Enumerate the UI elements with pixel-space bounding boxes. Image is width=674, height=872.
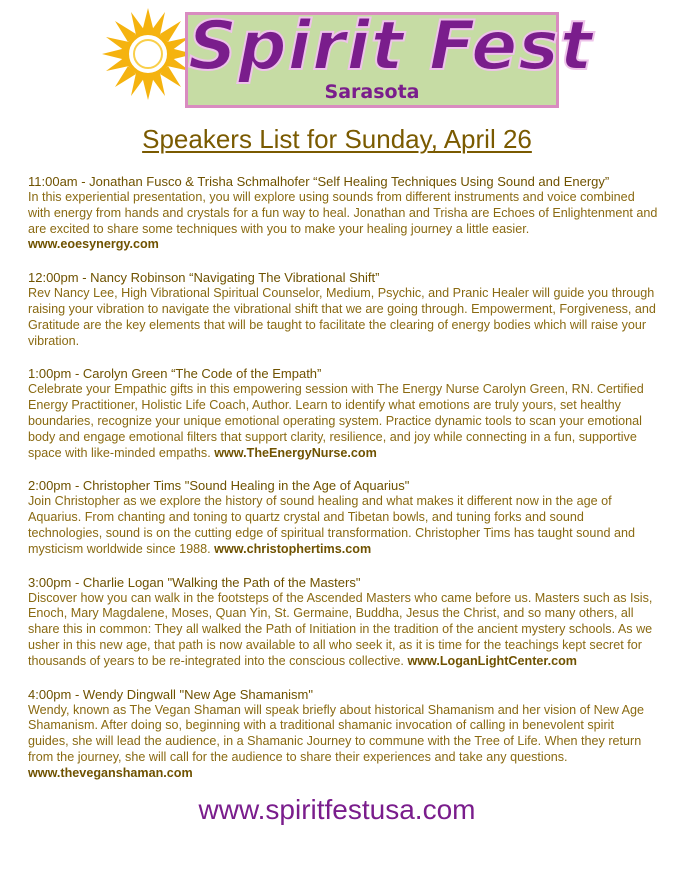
session-title: 3:00pm - Charlie Logan "Walking the Path of the Masters" [28,574,361,590]
session-text: Rev Nancy Lee, High Vibrational Spiritual Counselor, Medium, Psychic, and Pranic Healer will guide you through raising your vibration to navigate the vibrational shift that we are going through. Empowerment, Forgiveness, and Gratitude are the key elements that will be taught to facilitate the clearing of energy bodies which will raise your vibration. [28,286,656,348]
session-text: Celebrate your Empathic gifts in this empowering session with The Energy Nurse Carolyn Green, RN. Certified Energy Practitioner, Holistic Life Coach, Author. Learn to identify what emotions are truly yours, set healthy boundaries, recognize your unique emotional operating system. Practice dynamic tools to scan your emotional body and engage emotional filters that support clarity, resilience, and joy while connecting in a fun, supportive space with like-minded empaths. [28,382,644,460]
session-description [28,591,658,670]
session-link[interactable]: www.eoesynergy.com [28,237,159,252]
session-item [28,174,658,253]
session-item [28,575,658,670]
session-link[interactable]: www.theveganshaman.com [28,765,193,780]
session-title: 1:00pm - Carolyn Green “The Code of the Empath” [28,366,322,382]
session-description [28,286,658,349]
session-item [28,366,658,461]
session-title: 11:00am - Jonathan Fusco & Trisha Schmalhofer “Self Healing Techniques Using Sound and Energy” [28,174,610,189]
logo-banner [185,7,594,108]
session-text: Wendy, known as The Vegan Shaman will speak briefly about historical Shamanism and her vision of New Age Shamanism. After doing so, beginning with a traditional shamanic invocation of calling in benevolent spirit guides, she will lead the audience, in a Shamanic Journey to commune with the Tree of Life. When they return from the journey, she will call for the audience to share their experiences and take any questions. [28,702,645,764]
session-title: 12:00pm - Nancy Robinson “Navigating The Vibrational Shift” [28,270,380,286]
session-item [28,478,658,557]
logo-subtitle: Sarasota [324,81,420,103]
speakers-list [28,174,658,799]
session-item [28,270,658,349]
header-logo [90,4,594,112]
session-link[interactable]: www.TheEnergyNurse.com [214,445,377,460]
session-link[interactable]: www.LoganLightCenter.com [407,653,577,668]
session-text: Discover how you can walk in the footsteps of the Ascended Masters who came before us. Masters such as Isis, Enoch, Mary Magdalene, Moses, Quan Yin, St. Germaine, Buddha, Jesus the Christ, and so many others, all share this in common: They all walked the Path of Initiation in the tradition of the ancient mystery schools. As we usher in this new age, that path is now available to all who seek it, as it is time for the teachings kept secret for thousands of years to be re-integrated into the conscious collective. [28,590,653,668]
session-text: In this experiential presentation, you will explore using sounds from different instruments and voice combined with energy from hands and crystals for a fun way to heal. Jonathan and Trisha are Echoes of Enlightenment and are excited to share some techniques with you to make your healing journey a little easier. [28,190,658,236]
footer-website-link[interactable]: www.spiritfestusa.com [198,794,476,825]
session-text: Join Christopher as we explore the history of sound healing and what makes it different now in the age of Aquarius. From chanting and toning to quartz crystal and Tibetan bowls, and tuning forks and sound technologies, sound is on the cutting edge of spiritual transformation. Christopher Tims has taught sound and mysticism worldwide since 1988. [28,494,635,556]
session-description [28,190,658,253]
session-description [28,382,658,461]
page-title: Speakers List for Sunday, April 26 [142,124,532,154]
session-title: 2:00pm - Christopher Tims "Sound Healing in the Age of Aquarius" [28,478,410,494]
logo-title: Spirit Fest [188,7,594,86]
session-link[interactable]: www.christophertims.com [214,541,372,556]
session-description [28,494,658,557]
session-item [28,687,658,782]
session-description [28,703,658,782]
session-title: 4:00pm - Wendy Dingwall "New Age Shamanism" [28,686,314,702]
